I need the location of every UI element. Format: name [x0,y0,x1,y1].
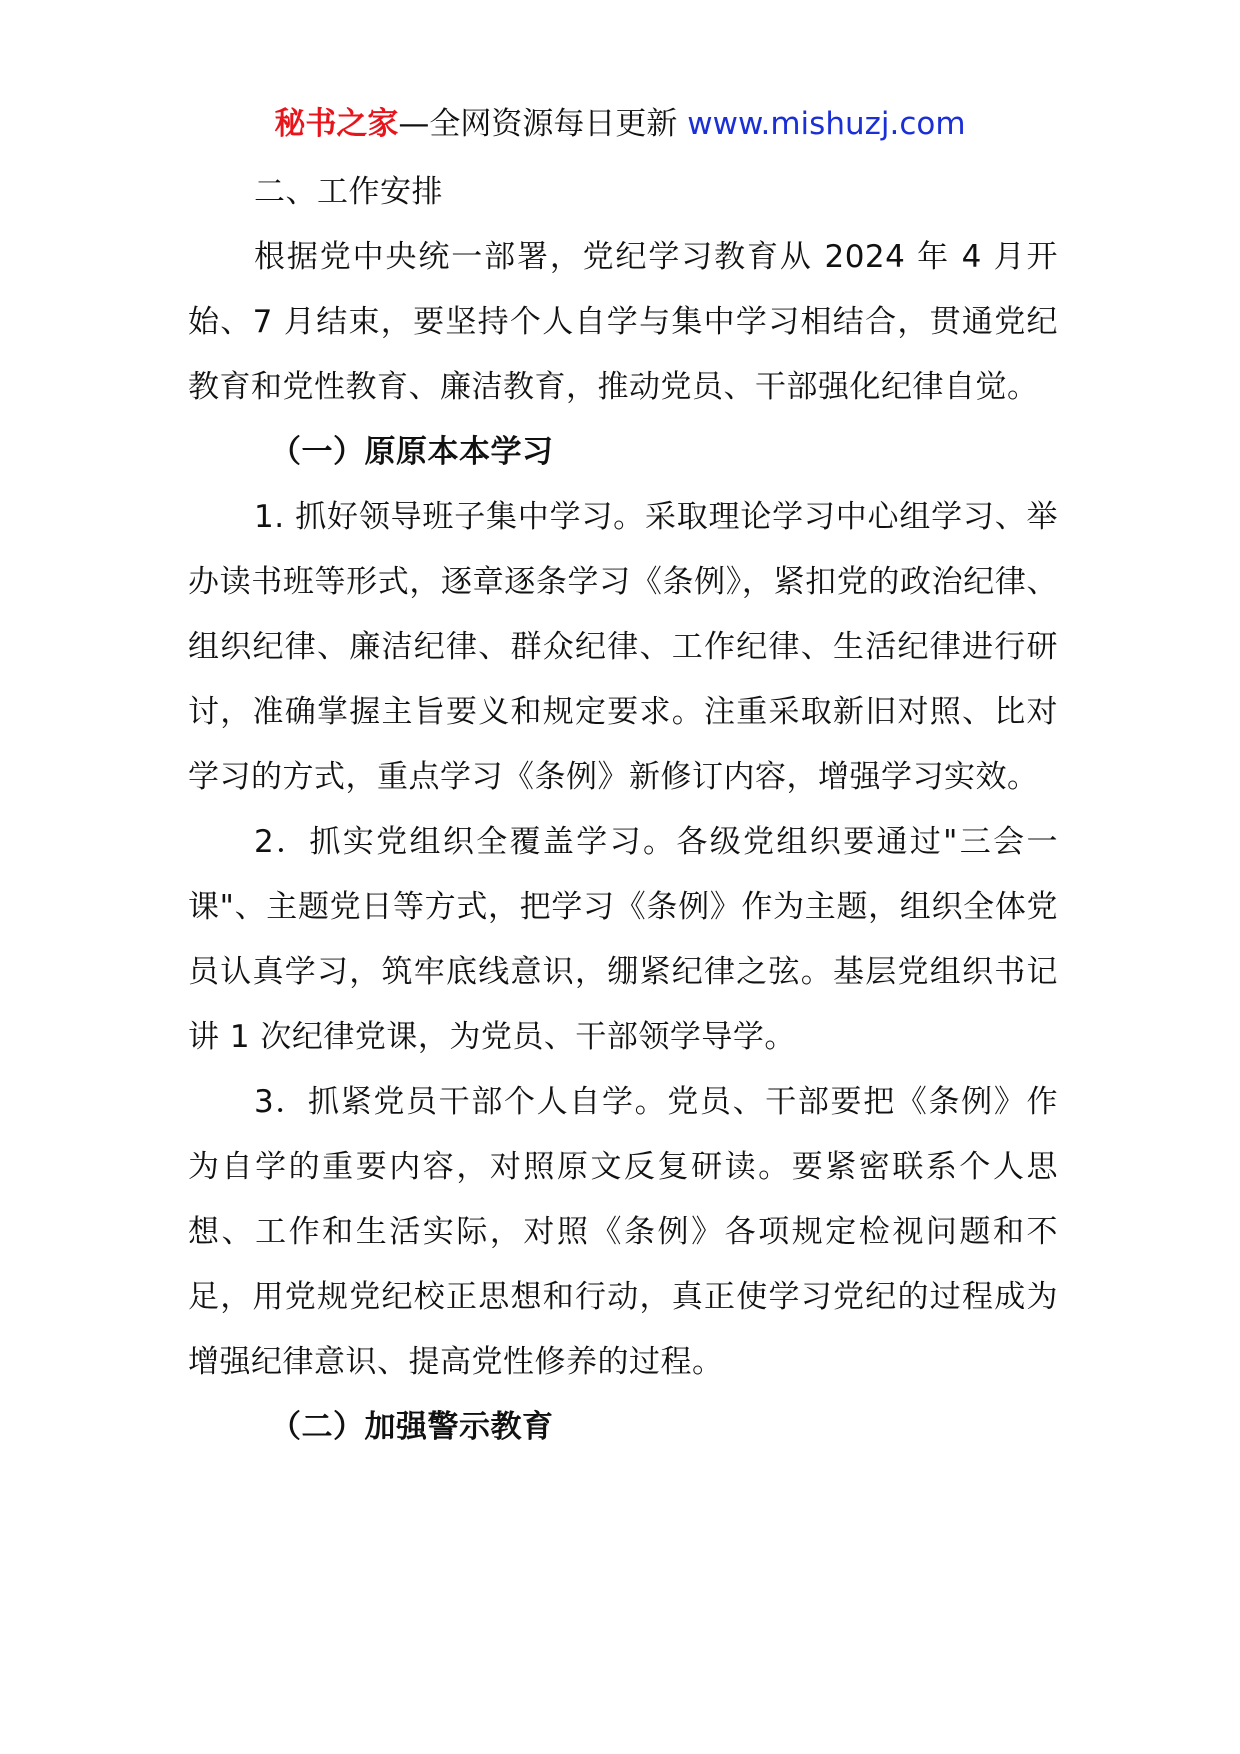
document-body [188,160,1058,1460]
header-brand: 秘书之家 [274,106,399,142]
header-site-url: www.mishuzj.com [687,106,966,142]
paragraph-item-1: 1. 抓好领导班子集中学习。采取理论学习中心组学习、举办读书班等形式，逐章逐条学习《条例》，紧扣党的政治纪律、组织纪律、廉洁纪律、群众纪律、工作纪律、生活纪律进行研讨，准确掌握主旨要义和规定要求。注重采取新旧对照、比对学习的方式，重点学习《条例》新修订内容，增强学习实效。 [188,499,1058,795]
watermark-header [0,100,1240,148]
section-title: 二、工作安排 [254,174,443,210]
header-tagline: —全网资源每日更新 [398,106,688,142]
subsection-title-2: （二）加强警示教育 [270,1409,554,1445]
paragraph-item-2: 2．抓实党组织全覆盖学习。各级党组织要通过"三会一课"、主题党日等方式，把学习《条例》作为主题，组织全体党员认真学习，筑牢底线意识，绷紧纪律之弦。基层党组织书记讲 1 次纪律党课，为党员、干部领学导学。 [188,824,1058,1055]
paragraph-item-3: 3．抓紧党员干部个人自学。党员、干部要把《条例》作为自学的重要内容，对照原文反复研读。要紧密联系个人思想、工作和生活实际，对照《条例》各项规定检视问题和不足，用党规党纪校正思想和行动，真正使学习党纪的过程成为增强纪律意识、提高党性修养的过程。 [188,1084,1058,1380]
subsection-title-1: （一）原原本本学习 [270,434,554,470]
intro-paragraph: 根据党中央统一部署，党纪学习教育从 2024 年 4 月开始、7 月结束，要坚持个人自学与集中学习相结合，贯通党纪教育和党性教育、廉洁教育，推动党员、干部强化纪律自觉。 [188,239,1058,405]
